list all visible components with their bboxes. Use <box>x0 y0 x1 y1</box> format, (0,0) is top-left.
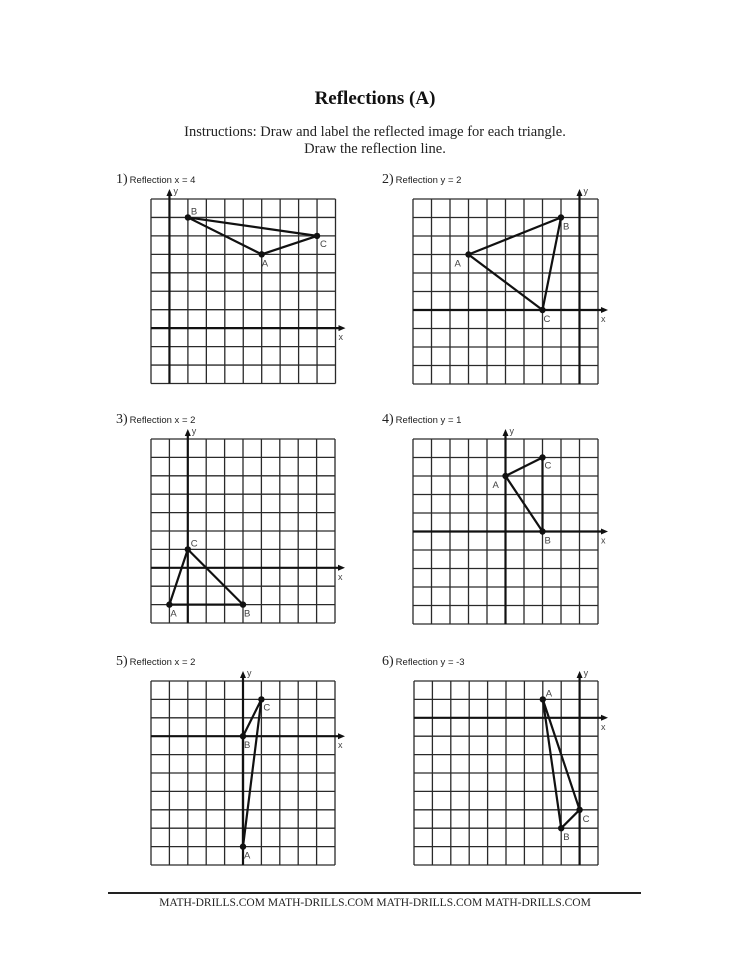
problem-number: 1) <box>116 172 128 187</box>
vertex-b[interactable] <box>539 528 545 534</box>
y-axis-label: y <box>583 668 589 678</box>
vertex-c[interactable] <box>576 807 582 813</box>
x-axis-label: x <box>601 721 606 732</box>
vertex-label-c: C <box>320 238 327 250</box>
y-axis-arrow-icon <box>240 671 246 678</box>
grid-body <box>413 186 608 384</box>
vertex-b[interactable] <box>240 601 246 607</box>
x-axis-arrow-icon <box>601 715 608 721</box>
x-axis-label: x <box>338 740 343 751</box>
grid-body <box>151 426 345 623</box>
vertex-b[interactable] <box>240 733 246 739</box>
coordinate-grid[interactable] <box>397 423 614 640</box>
problem-number: 5) <box>116 654 128 669</box>
coordinate-grid[interactable] <box>398 665 614 881</box>
problem-instruction: Reflection x = 2 <box>129 415 196 426</box>
y-axis-label: y <box>509 426 514 436</box>
vertex-a[interactable] <box>240 843 246 849</box>
problem-number: 3) <box>116 412 128 427</box>
grid-lines <box>413 199 598 384</box>
footer-text: MATH-DRILLS.COM MATH-DRILLS.COM MATH-DRILLS.COM MATH-DRILLS.COM <box>159 897 591 909</box>
vertex-label-c: C <box>543 314 551 325</box>
vertex-b[interactable] <box>558 214 564 220</box>
triangle <box>469 218 562 311</box>
problem-instruction: Reflection x = 4 <box>129 175 196 186</box>
vertex-label-b: B <box>244 608 251 620</box>
x-axis-arrow-icon <box>601 307 608 313</box>
problem-number: 6) <box>382 654 394 669</box>
vertex-a[interactable] <box>259 251 265 257</box>
vertex-label-a: A <box>261 258 269 270</box>
problem-number: 2) <box>382 172 394 187</box>
y-axis-arrow-icon <box>577 671 583 678</box>
y-axis-arrow-icon <box>185 429 191 436</box>
y-axis-label: y <box>247 668 252 678</box>
x-axis-arrow-icon <box>601 529 608 535</box>
x-axis-arrow-icon <box>339 325 346 331</box>
vertex-label-a: A <box>454 258 461 270</box>
coordinate-grid[interactable] <box>135 665 351 881</box>
problem-instruction: Reflection x = 2 <box>129 657 196 668</box>
vertex-a[interactable] <box>465 251 471 257</box>
x-axis-arrow-icon <box>338 565 345 571</box>
vertex-label-c: C <box>263 702 271 714</box>
x-axis-label: x <box>338 332 343 343</box>
instructions-line-2: Draw the reflection line. <box>304 141 446 157</box>
vertex-b[interactable] <box>558 825 564 831</box>
y-axis-label: y <box>583 186 588 196</box>
grid-body <box>151 186 346 384</box>
grid-lines <box>151 199 336 384</box>
vertex-a[interactable] <box>166 601 172 607</box>
coordinate-grid[interactable] <box>135 423 351 639</box>
y-axis-arrow-icon <box>166 189 172 196</box>
problem-instruction: Reflection y = 2 <box>395 175 462 186</box>
grid-lines <box>151 439 335 623</box>
y-axis-arrow-icon <box>577 189 583 196</box>
vertex-label-b: B <box>190 206 198 218</box>
grid-body <box>414 668 608 865</box>
worksheet-title: Reflections (A) <box>314 88 436 109</box>
vertex-label-a: A <box>545 688 553 700</box>
vertex-label-b: B <box>563 832 570 844</box>
x-axis-label: x <box>338 571 343 582</box>
vertex-a[interactable] <box>502 473 508 479</box>
y-axis-label: y <box>173 186 178 196</box>
x-axis-arrow-icon <box>338 733 345 739</box>
instructions <box>0 124 750 158</box>
vertex-label-b: B <box>563 221 570 233</box>
vertex-label-a: A <box>244 850 251 862</box>
instructions-line-1: Instructions: Draw and label the reflected image for each triangle. <box>184 124 566 140</box>
x-axis-label: x <box>601 535 606 546</box>
y-axis-label: y <box>191 426 197 436</box>
vertex-label-c: C <box>582 813 590 825</box>
vertex-label-a: A <box>492 480 499 491</box>
coordinate-grid[interactable] <box>397 183 614 400</box>
x-axis-label: x <box>601 314 606 324</box>
problem-number: 4) <box>382 412 394 427</box>
footer-divider <box>108 892 641 894</box>
grid-body <box>413 426 608 624</box>
coordinate-grid[interactable] <box>135 183 352 400</box>
problem-instruction: Reflection y = -3 <box>395 657 465 668</box>
vertex-label-c: C <box>544 460 552 472</box>
vertex-c[interactable] <box>539 307 545 313</box>
grid-lines <box>414 681 598 865</box>
vertex-label-b: B <box>544 535 551 547</box>
vertex-label-c: C <box>190 538 198 550</box>
vertex-label-b: B <box>244 740 251 752</box>
y-axis-arrow-icon <box>503 429 509 436</box>
problem-instruction: Reflection y = 1 <box>395 415 462 426</box>
grid-body <box>151 668 345 865</box>
vertex-label-a: A <box>170 608 177 620</box>
